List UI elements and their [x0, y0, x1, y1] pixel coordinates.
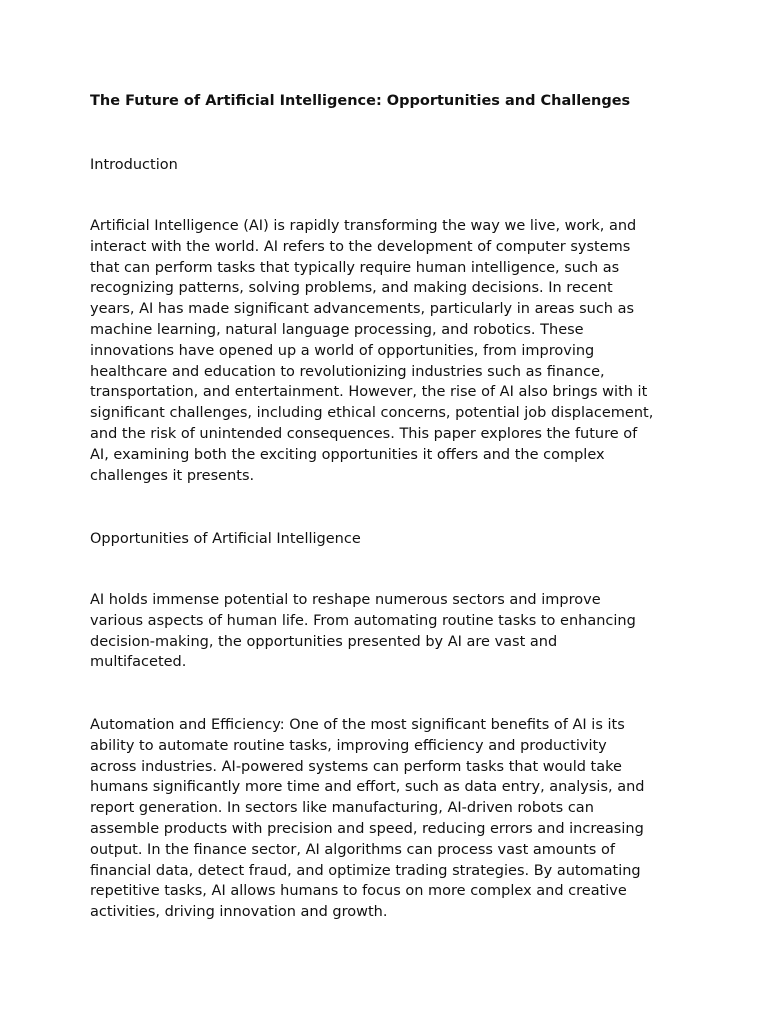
opportunities-intro-paragraph: [90, 590, 690, 673]
text-line: various aspects of human life. From automating routine tasks to enhancing: [90, 612, 636, 629]
text-line: repetitive tasks, AI allows humans to focus on more complex and creative: [90, 883, 627, 900]
text-line: multifaceted.: [90, 654, 187, 671]
text-line: across industries. AI-powered systems can perform tasks that would take: [90, 758, 622, 775]
text-line: interact with the world. AI refers to the development of computer systems: [90, 238, 631, 255]
text-line: assemble products with precision and speed, reducing errors and increasing: [90, 820, 644, 837]
text-line: challenges it presents.: [90, 467, 255, 484]
automation-efficiency-paragraph: [90, 715, 690, 923]
text-line: Artificial Intelligence (AI) is rapidly transforming the way we live, work, and: [90, 218, 637, 234]
text-line: healthcare and education to revolutionizing industries such as finance,: [90, 363, 605, 380]
text-line: humans significantly more time and effort, such as data entry, analysis, and: [90, 779, 645, 796]
text-line: decision-making, the opportunities presented by AI are vast and: [90, 633, 558, 650]
section-heading-opportunities: Opportunities of Artificial Intelligence: [90, 531, 361, 547]
text-line: output. In the finance sector, AI algorithms can process vast amounts of: [90, 841, 615, 858]
text-line: ability to automate routine tasks, improving efficiency and productivity: [90, 737, 607, 754]
text-line: and the risk of unintended consequences. This paper explores the future of: [90, 425, 638, 442]
text-line: financial data, detect fraud, and optimize trading strategies. By automating: [90, 862, 641, 879]
text-line: that can perform tasks that typically require human intelligence, such as: [90, 259, 620, 276]
section-heading-introduction: Introduction: [90, 157, 178, 173]
text-line: significant challenges, including ethical concerns, potential job displacement,: [90, 405, 654, 422]
text-line: years, AI has made significant advancements, particularly in areas such as: [90, 301, 635, 318]
text-line: report generation. In sectors like manufacturing, AI-driven robots can: [90, 800, 594, 817]
text-line: recognizing patterns, solving problems, and making decisions. In recent: [90, 280, 613, 297]
text-line: Automation and Efficiency: One of the most significant benefits of AI is its: [90, 717, 625, 733]
text-line: machine learning, natural language processing, and robotics. These: [90, 321, 584, 338]
introduction-paragraph: [90, 216, 690, 486]
text-line: innovations have opened up a world of opportunities, from improving: [90, 342, 595, 359]
document-page: [90, 0, 690, 1024]
text-line: AI holds immense potential to reshape numerous sectors and improve: [90, 592, 601, 608]
text-line: transportation, and entertainment. However, the rise of AI also brings with it: [90, 384, 648, 401]
text-line: AI, examining both the exciting opportunities it offers and the complex: [90, 446, 605, 463]
document-title: The Future of Artificial Intelligence: Opportunities and Challenges: [90, 93, 631, 109]
text-line: activities, driving innovation and growth.: [90, 904, 388, 921]
